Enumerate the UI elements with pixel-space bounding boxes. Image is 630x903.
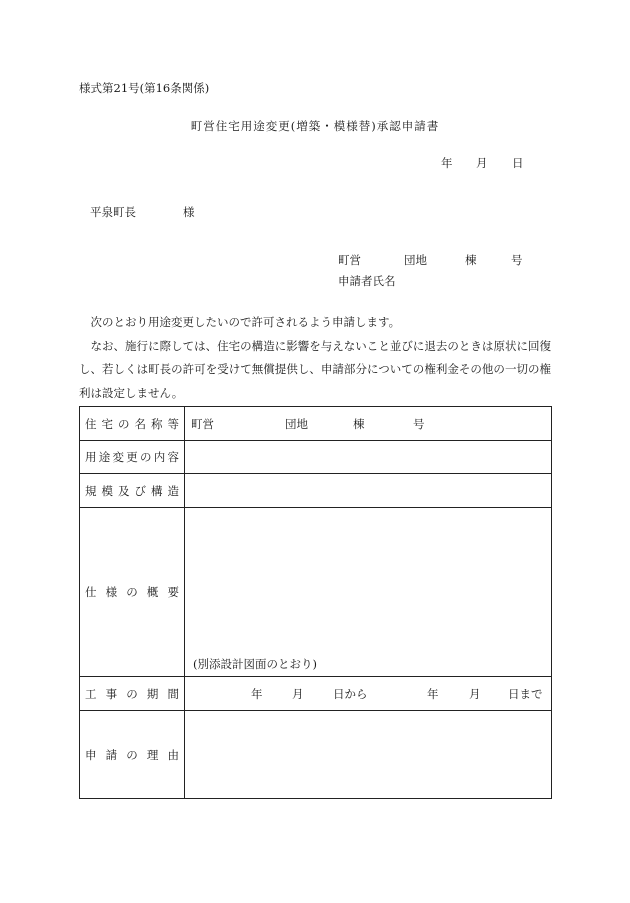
- applicant-complex-label: 団地: [404, 253, 427, 267]
- table-row-housing-name: [80, 407, 552, 441]
- document-title: 町営住宅用途変更(増築・模様替)承認申請書: [190, 119, 440, 133]
- spec-summary-label-cell: [80, 508, 185, 677]
- scale-structure-label: 規 模 及 び 構 造: [85, 483, 179, 498]
- application-form-table: [79, 406, 552, 799]
- housing-name-prefix: 町営: [191, 416, 214, 431]
- table-row-scale-structure: [80, 474, 552, 508]
- period-start-day: 日から: [333, 686, 368, 701]
- spec-summary-value-cell[interactable]: [185, 508, 552, 677]
- reason-label: 申 請 の 理 由: [85, 747, 179, 762]
- table-row-construction-period: [80, 677, 552, 711]
- construction-period-label-cell: [80, 677, 185, 711]
- housing-name-complex: 団地: [285, 416, 308, 431]
- housing-name-label: 住 宅 の 名 称 等: [85, 416, 179, 431]
- reason-label-cell: [80, 711, 185, 799]
- declaration-paragraph-1: 次のとおり用途変更したいので許可されるよう申請します。: [90, 315, 401, 329]
- spec-summary-label: 仕 様 の 概 要: [85, 585, 179, 599]
- construction-period-value-cell[interactable]: [185, 677, 552, 711]
- addressee-name: 平泉町長: [90, 205, 136, 219]
- date-day-label: 日: [512, 156, 524, 170]
- applicant-housing-prefix: 町営: [338, 253, 361, 267]
- applicant-name-label: 申請者氏名: [338, 274, 396, 288]
- change-content-value-cell[interactable]: [185, 441, 552, 474]
- reason-value-cell[interactable]: [185, 711, 552, 799]
- period-end-day: 日まで: [508, 686, 543, 701]
- housing-name-building: 棟: [353, 416, 365, 431]
- construction-period-label: 工 事 の 期 間: [85, 686, 179, 701]
- period-start-year: 年: [251, 686, 263, 701]
- scale-structure-value-cell[interactable]: [185, 474, 552, 508]
- period-end-year: 年: [427, 686, 439, 701]
- housing-name-label-cell: [80, 407, 185, 441]
- table-row-change-content: [80, 441, 552, 474]
- addressee-honorific: 様: [183, 205, 195, 219]
- spec-summary-note: (別添設計図面のとおり): [193, 657, 317, 671]
- date-year-label: 年: [441, 156, 453, 170]
- table-row-reason: [80, 711, 552, 799]
- date-month-label: 月: [476, 156, 488, 170]
- change-content-label: 用 途 変 更 の 内 容: [85, 450, 179, 464]
- applicant-unit-label: 号: [511, 253, 523, 267]
- change-content-label-cell: [80, 441, 185, 474]
- applicant-building-label: 棟: [465, 253, 477, 267]
- housing-name-value-cell[interactable]: [185, 407, 552, 441]
- period-end-month: 月: [469, 686, 481, 701]
- table-row-spec-summary: [80, 508, 552, 677]
- period-start-month: 月: [292, 686, 304, 701]
- housing-name-unit: 号: [413, 416, 425, 431]
- form-number: 様式第21号(第16条関係): [79, 81, 210, 95]
- declaration-text: [79, 311, 551, 405]
- declaration-paragraph-2: なお、施行に際しては、住宅の構造に影響を与えないこと並びに退去のときは原状に回復し、若しくは町長の許可を受けて無償提供し、申請部分についての権利金その他の一切の権利は設定しません。: [79, 338, 551, 400]
- scale-structure-label-cell: [80, 474, 185, 508]
